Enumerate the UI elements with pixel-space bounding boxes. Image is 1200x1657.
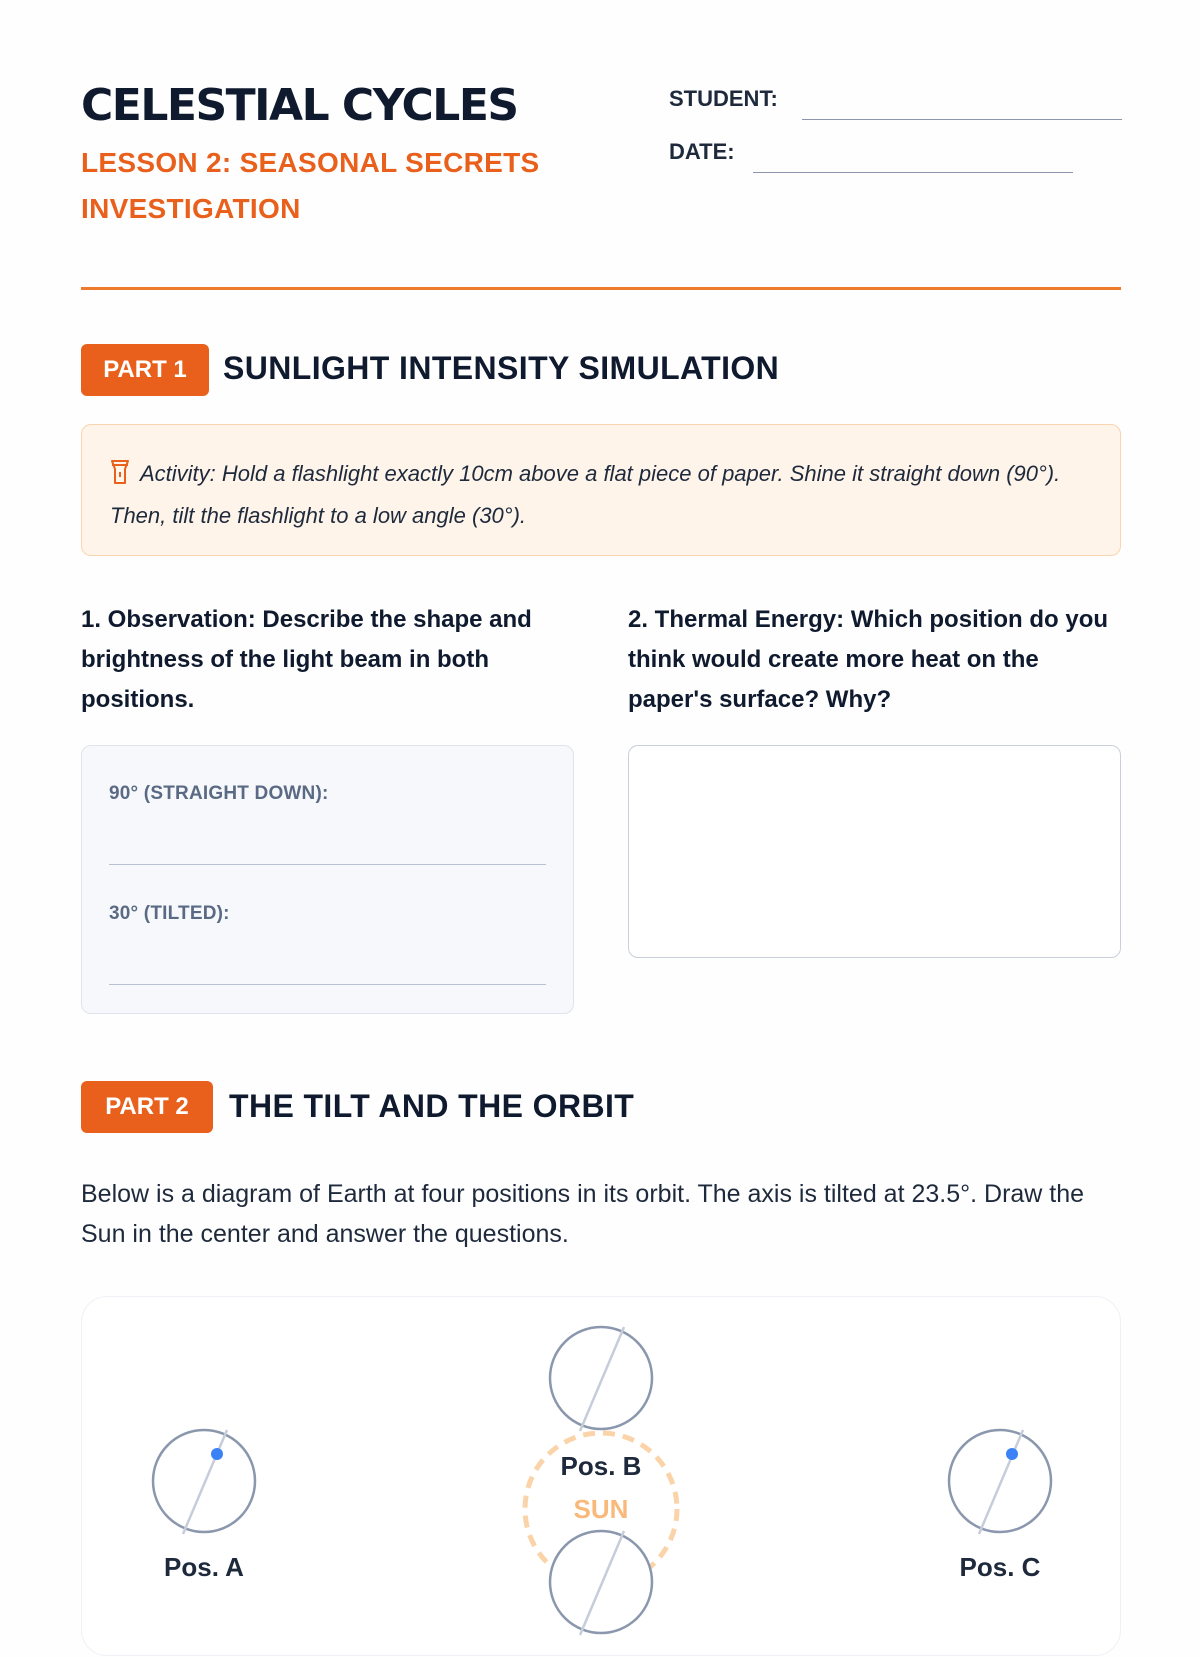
- worksheet-page: [81, 0, 1121, 1600]
- date-label: DATE:: [669, 139, 735, 164]
- activity-box: [81, 424, 1121, 556]
- earth-position-c: [949, 1430, 1051, 1534]
- student-label: STUDENT:: [669, 86, 778, 111]
- pos-a-label: Pos. A: [164, 1552, 244, 1582]
- part2-intro: Below is a diagram of Earth at four positions in its orbit. The axis is tilted at 23.5°. Draw the Sun in the center and answer the questions.: [81, 1180, 1085, 1248]
- lesson-subtitle: LESSON 2: SEASONAL SECRETS INVESTIGATION: [81, 147, 540, 224]
- obs-answer-line-30[interactable]: [109, 984, 546, 985]
- sun-label: SUN: [573, 1494, 629, 1524]
- pos-c-label: Pos. C: [959, 1552, 1041, 1582]
- earth-position-b: [550, 1327, 652, 1431]
- location-marker-icon: [211, 1448, 223, 1460]
- earth-position-a: [153, 1430, 255, 1534]
- part1-badge: PART 1: [81, 344, 209, 396]
- pos-b-label: Pos. B: [560, 1451, 642, 1481]
- flashlight-icon: [110, 459, 130, 497]
- thermal-answer-box[interactable]: [628, 745, 1121, 958]
- earth-position-d: [550, 1531, 652, 1635]
- question-observation: 1. Observation: Describe the shape and brightness of the light beam in both positions.: [81, 606, 532, 713]
- part2-title: THE TILT AND THE ORBIT: [229, 1088, 635, 1124]
- obs-answer-line-90[interactable]: [109, 864, 546, 865]
- date-line[interactable]: [753, 172, 1073, 173]
- question-thermal-energy: 2. Thermal Energy: Which position do you think would create more heat on the paper's surface? Why?: [628, 606, 1109, 713]
- obs-label-30: 30° (TILTED):: [109, 903, 230, 924]
- activity-text: Activity: Hold a flashlight exactly 10cm above a flat piece of paper. Shine it straight down (90°). Then, tilt the flashlight to a low angle (30°).: [110, 461, 1061, 528]
- location-marker-icon: [1006, 1448, 1018, 1460]
- orbit-diagram[interactable]: [81, 1296, 1121, 1656]
- orbit-diagram-svg: [82, 1297, 1122, 1657]
- part2-badge: PART 2: [81, 1081, 213, 1133]
- student-name-line[interactable]: [802, 119, 1122, 120]
- obs-label-90: 90° (STRAIGHT DOWN):: [109, 783, 329, 804]
- page-title: CELESTIAL CYCLES: [81, 80, 518, 131]
- observation-box: [81, 745, 574, 1014]
- part1-title: SUNLIGHT INTENSITY SIMULATION: [223, 350, 780, 386]
- header-divider: [81, 287, 1121, 290]
